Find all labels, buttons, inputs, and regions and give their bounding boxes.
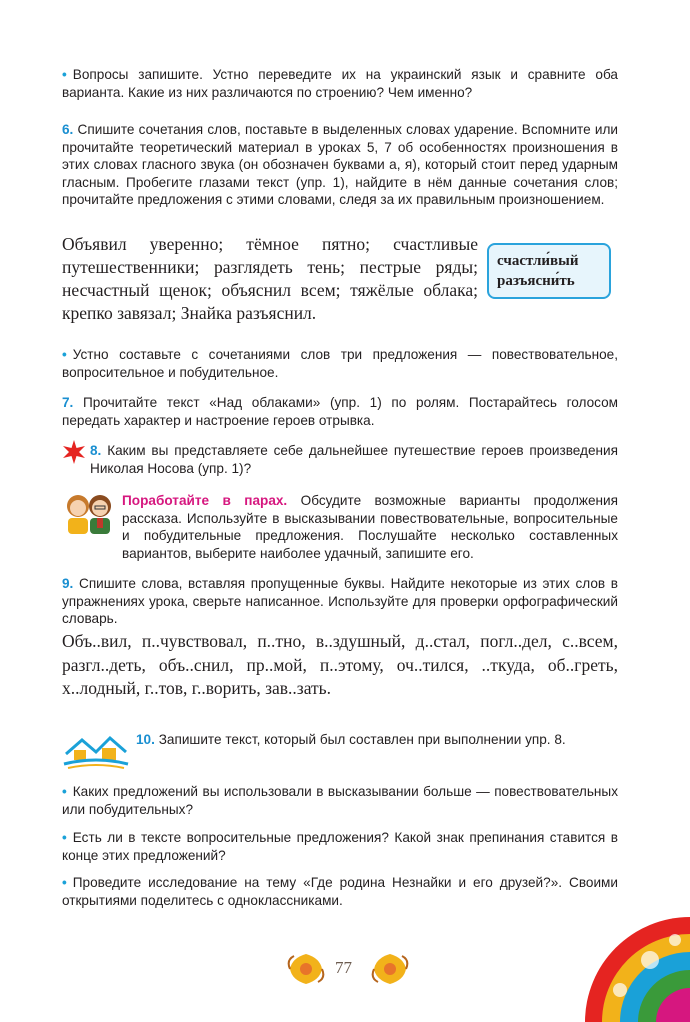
bullet-text: Вопросы запишите. Устно переведите их на украинский язык и сравните оба варианта. Какие из них различаются по строению? Чем именно? bbox=[62, 67, 618, 100]
houses-icon bbox=[62, 730, 130, 770]
exercise-9-words: Объ..вил, п..чувствовал, п..тно, в..здушный, д..стал, погл..дел, с..всем, разгл..деть, объ..снил, пр..мой, п..этому, оч..тился, ..ткуда, об..греть, х..лодный, г..тов, г..ворить, зав..зать. bbox=[62, 631, 618, 698]
exercise-number: 9. bbox=[62, 576, 74, 591]
question-2 bbox=[62, 829, 618, 864]
exercise-text: Прочитайте текст «Над облаками» (упр. 1) по ролям. Постарайтесь голосом передать характер и настроение героев отрывка. bbox=[62, 395, 618, 428]
exercise-6-word-combinations: Объявил уверенно; тёмное пятно; счастливые путешественники; разглядеть тень; пестрые ряды; несчастный щенок; объяснил всем; тяжёлые облака; крепко завязал; Знайка разъяснил. bbox=[62, 234, 478, 323]
bullet-marker: • bbox=[62, 347, 67, 362]
exercise-text: Спишите сочетания слов, поставьте в выделенных словах ударение. Вспомните или прочитайте теоретический материал в уроках 5, 7 об особенностях произношения в этих словах гласного звука (он обозначен буквами а, я), который стоит перед ударным гласным. Пробегите глазами текст (упр. 1), найдите в нём данные сочетания слов; прочитайте предложения с этими словами, следя за их правильным произношением. bbox=[62, 122, 618, 207]
exercise-8 bbox=[90, 442, 618, 477]
bullet-marker: • bbox=[62, 784, 67, 799]
bullet-marker: • bbox=[62, 830, 67, 845]
page-number: 77 bbox=[335, 958, 352, 977]
exercise-text: Каким вы представляете себе дальнейшее путешествие героев произведения Николая Носова (упр. 1)? bbox=[90, 443, 618, 476]
exercise-number: 6. bbox=[62, 122, 74, 137]
exercise-number: 10. bbox=[136, 732, 155, 747]
ornament-left-icon bbox=[286, 950, 326, 988]
exercise-number: 7. bbox=[62, 395, 74, 410]
bullet-marker: • bbox=[62, 875, 67, 890]
question-3 bbox=[62, 874, 618, 909]
pair-work-text: Обсудите возможные варианты продолжения рассказа. Используйте в высказывании повествовательные, вопросительные и побудительные предложения. Послушайте несколько составленных вариантов, выберите наиболее удачный, запишите его. bbox=[122, 493, 618, 561]
callout-word-1: счастли́вый bbox=[497, 253, 579, 269]
exercise-7 bbox=[62, 394, 618, 429]
exercise-6 bbox=[62, 121, 618, 209]
exercise-number: 8. bbox=[90, 443, 102, 458]
bullet-text: Каких предложений вы использовали в высказывании больше — повествовательных или побудительных? bbox=[62, 784, 618, 817]
pair-work-task bbox=[122, 492, 618, 562]
exercise-text: Спишите слова, вставляя пропущенные буквы. Найдите некоторые из этих слов в упражнениях урока, сверьте написанное. Используйте для проверки орфографический словарь. bbox=[62, 576, 618, 626]
ornament-right-icon bbox=[370, 950, 410, 988]
stress-callout-box bbox=[487, 243, 611, 299]
decorative-floral-corner bbox=[580, 880, 690, 1022]
question-1 bbox=[62, 783, 618, 818]
bullet-instruction-1 bbox=[62, 66, 618, 101]
pair-work-title: Поработайте в парах. bbox=[122, 493, 288, 508]
star-icon bbox=[62, 440, 86, 464]
bullet-text: Проведите исследование на тему «Где родина Незнайки и его друзей?». Своими открытиями поделитесь с одноклассниками. bbox=[62, 875, 618, 908]
exercise-text: Запишите текст, который был составлен при выполнении упр. 8. bbox=[158, 732, 566, 747]
bullet-text: Есть ли в тексте вопросительные предложения? Какой знак препинания ставится в конце этих предложений? bbox=[62, 830, 618, 863]
exercise-9 bbox=[62, 575, 618, 628]
callout-word-2: разъясни́ть bbox=[497, 273, 575, 289]
exercise-10 bbox=[136, 731, 618, 749]
pair-work-children-icon bbox=[62, 492, 116, 536]
bullet-instruction-2 bbox=[62, 346, 618, 381]
bullet-text: Устно составьте с сочетаниями слов три предложения — повествовательное, вопросительное и побудительное. bbox=[62, 347, 618, 380]
bullet-marker: • bbox=[62, 67, 67, 82]
